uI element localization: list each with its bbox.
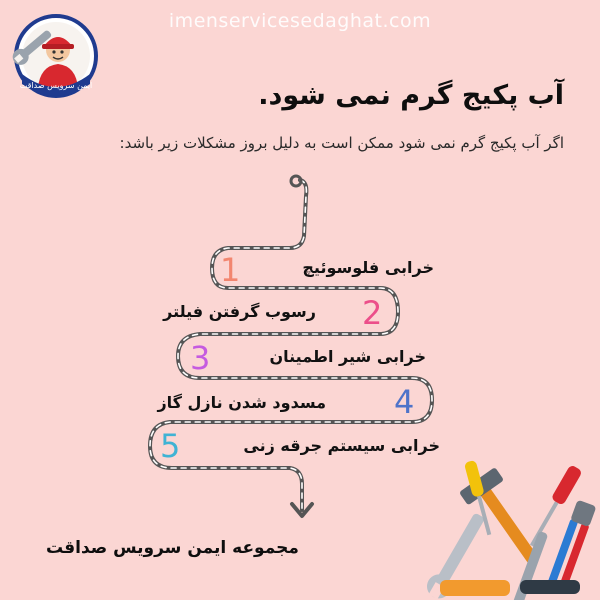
tools-collection-icon: [400, 440, 600, 600]
step-label-5: خرابی سیستم جرقه زنی: [243, 436, 440, 455]
step-label-2: رسوب گرفتن فیلتر: [163, 302, 316, 321]
logo-text: ایمن سرویس صداقت: [19, 81, 93, 90]
step-label-3: خرابی شیر اطمینان: [269, 347, 426, 366]
step-label-1: خرابی فلوسوئیچ: [302, 258, 434, 277]
footer-brand: مجموعه ایمن سرویس صداقت: [46, 538, 299, 558]
page-title: آب پکیج گرم نمی شود.: [258, 80, 564, 111]
step-number-2: 2: [362, 294, 383, 332]
step-number-1: 1: [220, 251, 241, 289]
step-label-4: مسدود شدن نازل گاز: [157, 393, 326, 412]
step-number-5: 5: [160, 427, 181, 465]
intro-text: اگر آب پکیج گرم نمی شود ممکن است به دلیل بروز مشکلات زیر باشد:: [119, 134, 564, 152]
step-number-3: 3: [190, 339, 211, 377]
step-number-4: 4: [394, 383, 415, 421]
site-url-watermark: imenservicesedaghat.com: [168, 10, 432, 32]
